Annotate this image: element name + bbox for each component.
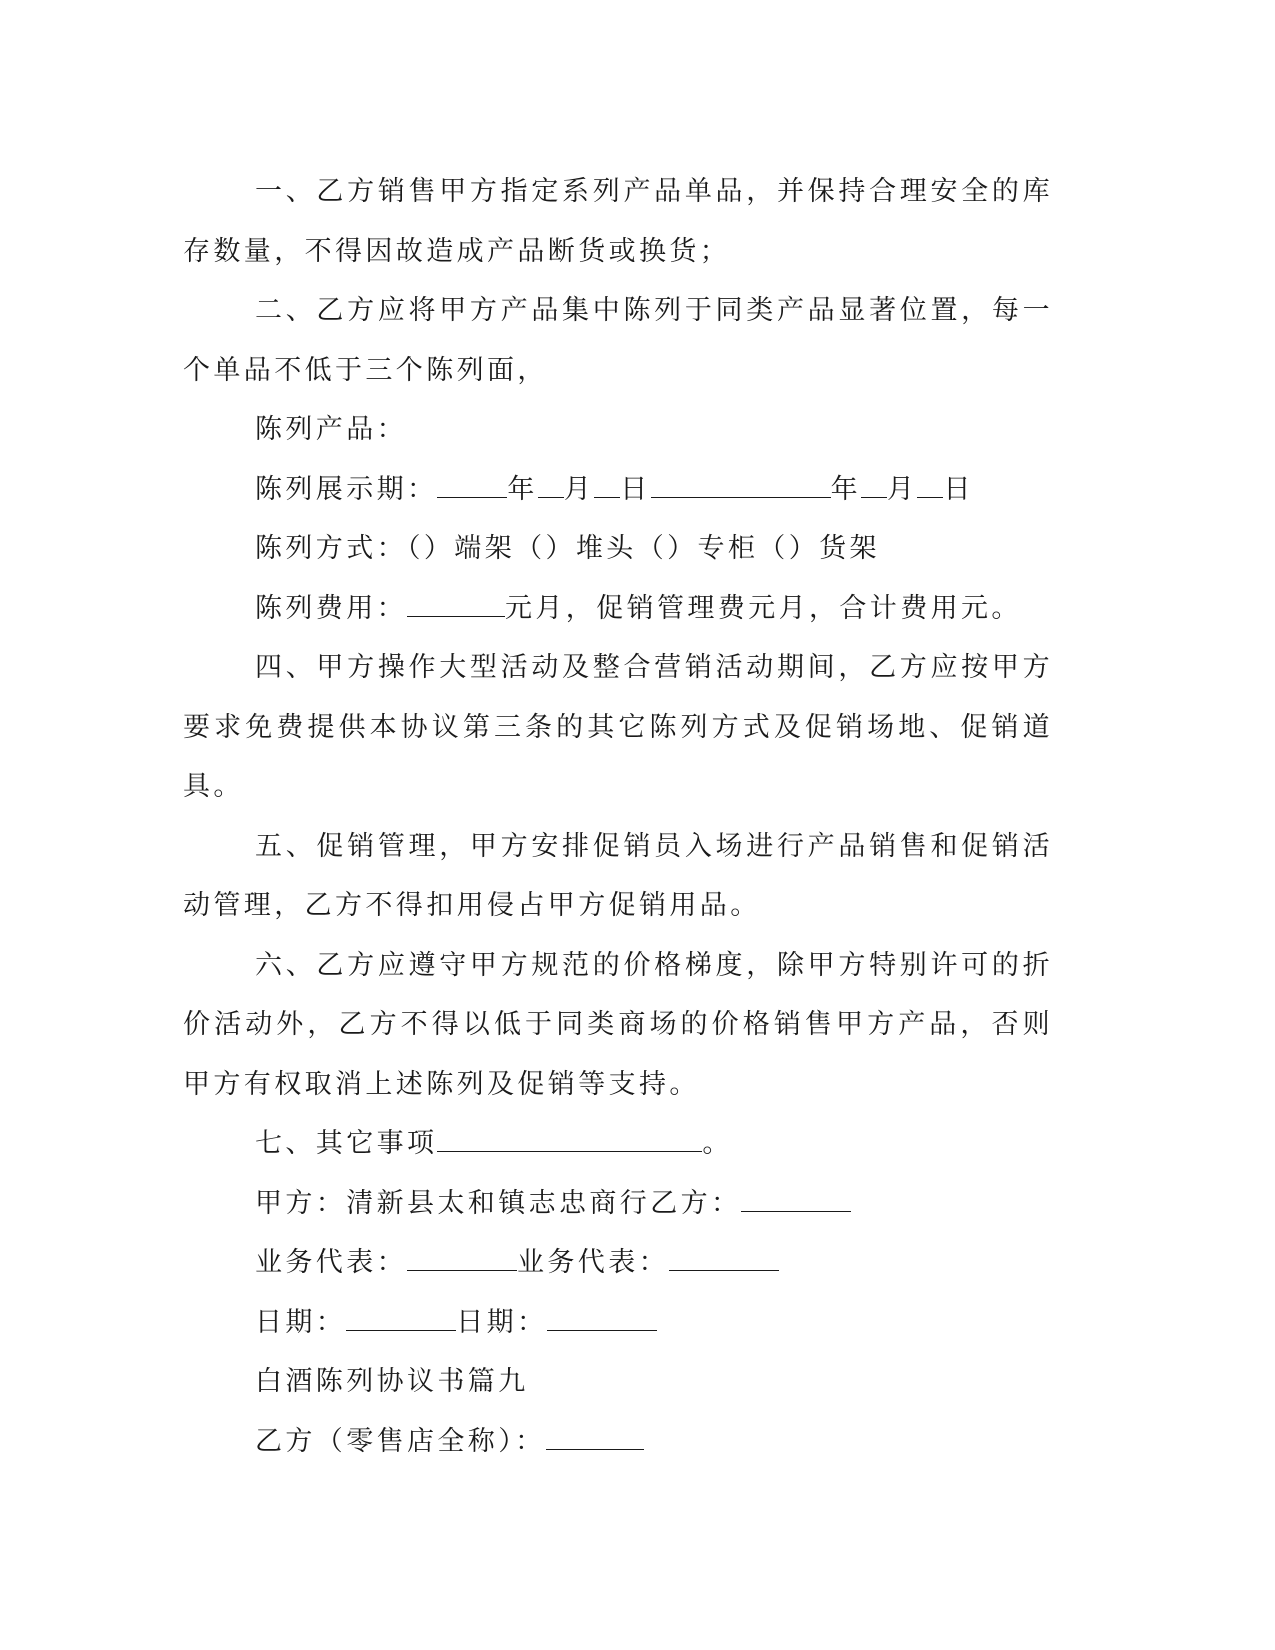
- display-method-line: 陈列方式：（）端架（）堆头（）专柜（）货架: [255, 533, 880, 564]
- party-b-blank: [741, 1189, 851, 1212]
- display-fee-line: [183, 579, 1053, 639]
- representatives-line: [183, 1233, 1053, 1293]
- party-b-retail-blank: [546, 1427, 644, 1450]
- party-b-retail-label: 乙方（零售店全称）：: [255, 1425, 546, 1457]
- rep-label-b: 业务代表：: [517, 1247, 669, 1278]
- parties-label: 甲方：清新县太和镇志忠商行乙方：: [255, 1187, 742, 1219]
- day-text-2: 日: [943, 473, 974, 505]
- month-text-2: 月: [887, 473, 918, 505]
- clause-4: 四、甲方操作大型活动及整合营销活动期间，乙方应按甲方要求免费提供本协议第三条的其它陈列方式及促销场地、促销道具。: [183, 652, 1053, 802]
- month-blank-1: [538, 475, 564, 498]
- day-blank-1: [594, 475, 620, 498]
- date-label-b: 日期：: [456, 1306, 548, 1338]
- date-blank-b: [547, 1308, 657, 1331]
- year-text-1: 年: [507, 473, 538, 505]
- document-body: [183, 162, 1053, 1471]
- clause-6: 六、乙方应遵守甲方规范的价格梯度，除甲方特别许可的折价活动外，乙方不得以低于同类商场的价格销售甲方产品，否则甲方有权取消上述陈列及促销等支持。: [183, 949, 1053, 1100]
- clause-1: 一、乙方销售甲方指定系列产品单品，并保持合理安全的库存数量，不得因故造成产品断货或换货；: [183, 176, 1053, 267]
- display-period-line: [183, 460, 1053, 520]
- day-blank-2: [917, 475, 943, 498]
- section-heading: 白酒陈列协议书篇九: [255, 1366, 529, 1397]
- other-matters-end: 。: [702, 1128, 733, 1159]
- month-text-1: 月: [563, 473, 595, 505]
- display-products-line: 陈列产品：: [255, 414, 407, 445]
- parties-line: [183, 1174, 1053, 1234]
- clause-7: [183, 1114, 1053, 1174]
- rep-blank-b: [669, 1248, 779, 1271]
- day-text-1: 日: [620, 473, 651, 505]
- clause-5: 五、促销管理，甲方安排促销员入场进行产品销售和促销活动管理，乙方不得扣用侵占甲方促销用品。: [183, 830, 1053, 921]
- rep-label-a: 业务代表：: [255, 1247, 407, 1278]
- fee-blank: [407, 594, 505, 617]
- year-blank-1: [437, 475, 507, 498]
- display-period-label: 陈列展示期：: [255, 473, 438, 505]
- rep-blank-a: [407, 1248, 517, 1271]
- clause-2: 二、乙方应将甲方产品集中陈列于同类产品显著位置，每一个单品不低于三个陈列面，: [183, 295, 1053, 386]
- year-text-2: 年: [830, 473, 862, 505]
- display-fee-label: 陈列费用：: [255, 592, 407, 624]
- other-matters-label: 七、其它事项: [255, 1128, 438, 1159]
- year-blank-2: [761, 475, 831, 498]
- party-b-retail-line: [183, 1412, 1053, 1472]
- display-fee-rest: 元月，促销管理费元月，合计费用元。: [505, 592, 1022, 624]
- other-matters-blank: [437, 1129, 702, 1152]
- period-dash: [651, 483, 761, 498]
- month-blank-2: [861, 475, 887, 498]
- date-blank-a: [346, 1308, 456, 1331]
- date-label-a: 日期：: [255, 1306, 347, 1338]
- dates-line: [183, 1293, 1053, 1353]
